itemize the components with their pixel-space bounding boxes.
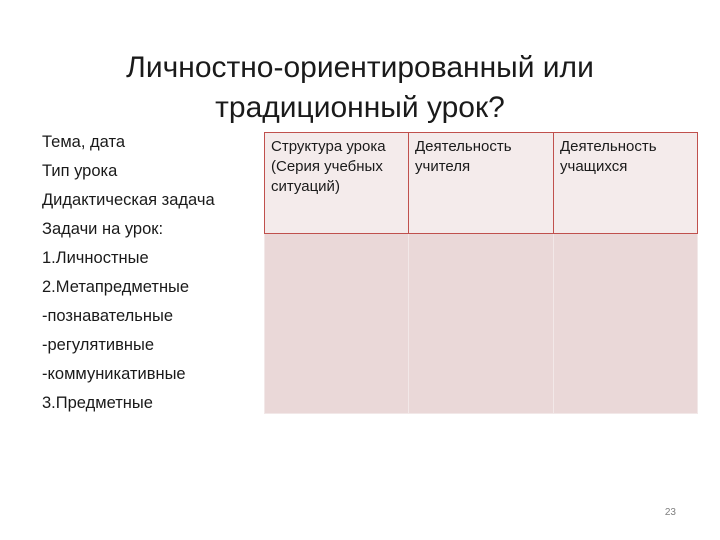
- lesson-plan-fields-list: [42, 128, 215, 418]
- table-header-row: [265, 133, 698, 234]
- slide-title: [60, 48, 660, 128]
- header-teacher-activity-text: Деятельность учителя: [415, 138, 512, 175]
- list-item-regulatory: -регулятивные: [42, 336, 155, 354]
- list-item-subject: 3.Предметные: [42, 394, 153, 412]
- list-item-cognitive: -познавательные: [42, 307, 174, 325]
- list-item-topic-date: Тема, дата: [42, 133, 126, 151]
- slide-title-line-1: Личностно-ориентированный или: [126, 51, 594, 85]
- list-item-personal: 1.Личностные: [42, 249, 149, 267]
- slide-number: 23: [664, 507, 676, 518]
- table-row: [265, 234, 698, 414]
- table-cell-structure: [265, 234, 409, 414]
- table-cell-teacher: [409, 234, 554, 414]
- slide-title-line-2: традиционный урок?: [215, 91, 505, 125]
- header-lesson-structure-text: Структура урока (Серия учебных ситуаций): [271, 138, 386, 195]
- table-cell-students: [554, 234, 698, 414]
- header-student-activity-text: Деятельность учащихся: [560, 138, 657, 175]
- header-student-activity: [554, 133, 698, 234]
- header-lesson-structure: [265, 133, 409, 234]
- header-teacher-activity: [409, 133, 554, 234]
- list-item-lesson-type: Тип урока: [42, 162, 118, 180]
- list-item-metasubject: 2.Метапредметные: [42, 278, 190, 296]
- lesson-structure-table: [264, 132, 698, 414]
- list-item-didactic-task: Дидактическая задача: [42, 191, 215, 209]
- list-item-lesson-tasks: Задачи на урок:: [42, 220, 164, 238]
- list-item-communicative: -коммуникативные: [42, 365, 186, 383]
